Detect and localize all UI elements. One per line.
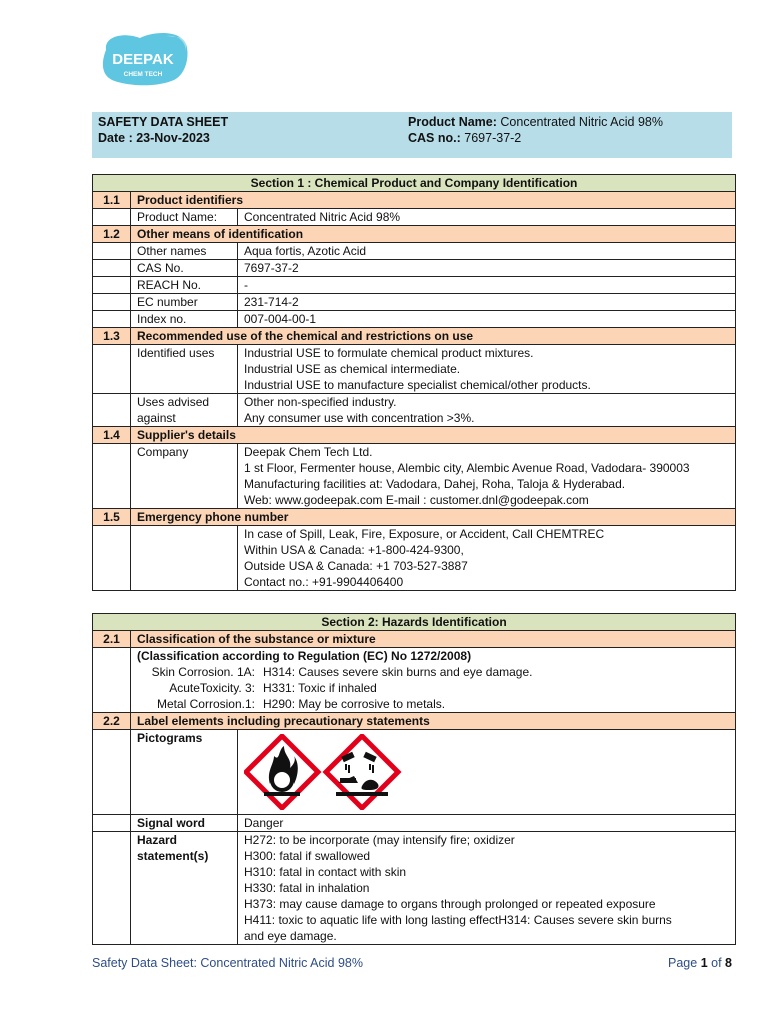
classification-row: Skin Corrosion. 1A: H314: Causes severe skin burns and eye damage.: [151, 665, 533, 679]
subsection-title: Supplier's details: [131, 427, 736, 444]
text-line: H330: fatal in inhalation: [244, 881, 370, 895]
product-name-label: Product Name:: [408, 115, 497, 129]
text-line: Uses advised: [137, 395, 210, 409]
field-label: Signal word: [131, 815, 238, 832]
text-line: Manufacturing facilities at: Vadodara, Dahej, Roha, Taloja & Hyderabad.: [244, 477, 626, 491]
text-line: 1 st Floor, Fermenter house, Alembic city, Alembic Avenue Road, Vadodara- 390003: [244, 461, 690, 475]
subsection-number: 1.4: [93, 427, 131, 444]
field-value: [238, 394, 736, 427]
subsection-title: Label elements including precautionary statements: [131, 713, 736, 730]
text-line: Within USA & Canada: +1-800-424-9300,: [244, 543, 464, 557]
subsection-title: Product identifiers: [131, 192, 736, 209]
corrosion-icon: [326, 736, 398, 808]
text-line: against: [137, 411, 176, 425]
field-value: Aqua fortis, Azotic Acid: [238, 243, 736, 260]
pictograms-cell: [238, 730, 736, 815]
text-line: Other non-specified industry.: [244, 395, 397, 409]
text-line: In case of Spill, Leak, Fire, Exposure, or Accident, Call CHEMTREC: [244, 527, 605, 541]
page-indicator: Page 1 of 8: [668, 956, 732, 970]
field-value: Concentrated Nitric Acid 98%: [238, 209, 736, 226]
logo-mark: [96, 30, 190, 86]
logo-name: DEEPAK: [112, 51, 174, 68]
company-logo: [96, 30, 190, 86]
section-1-title: Section 1 : Chemical Product and Company Identification: [93, 175, 736, 192]
doc-title: SAFETY DATA SHEET: [98, 115, 229, 129]
text-line: H373: may cause damage to organs through prolonged or repeated exposure: [244, 897, 656, 911]
field-value: 231-714-2: [238, 294, 736, 311]
subsection-number: 1.1: [93, 192, 131, 209]
field-label: CAS No.: [131, 260, 238, 277]
field-label: Identified uses: [131, 345, 238, 394]
field-value: 7697-37-2: [238, 260, 736, 277]
field-label: Other names: [131, 243, 238, 260]
text-line: Contact no.: +91-9904406400: [244, 575, 404, 589]
text-line: H310: fatal in contact with skin: [244, 865, 407, 879]
product-name-value: Concentrated Nitric Acid 98%: [500, 115, 663, 129]
hazard-statements: [238, 832, 736, 945]
subsection-number: 1.5: [93, 509, 131, 526]
field-label: Index no.: [131, 311, 238, 328]
subsection-title: Other means of identification: [131, 226, 736, 243]
ghs-pictograms: [244, 734, 404, 810]
subsection-number: 2.2: [93, 713, 131, 730]
text-line: Industrial USE as chemical intermediate.: [244, 362, 461, 376]
page-number: 1: [700, 956, 708, 970]
logo-subtitle: CHEM TECH: [123, 71, 163, 78]
subsection-number: 1.3: [93, 328, 131, 345]
field-label: Product Name:: [131, 209, 238, 226]
doc-date: Date : 23-Nov-2023: [98, 131, 210, 145]
subsection-title: Recommended use of the chemical and restrictions on use: [131, 328, 736, 345]
field-value: [238, 444, 736, 509]
text-line: H411: toxic to aquatic life with long lasting effectH314: Causes severe skin burns: [244, 913, 672, 927]
text-line: Industrial USE to formulate chemical product mixtures.: [244, 346, 534, 360]
field-label: Pictograms: [131, 730, 238, 815]
text-line: Outside USA & Canada: +1 703-527-3887: [244, 559, 468, 573]
field-value: 007-004-00-1: [238, 311, 736, 328]
subsection-title: Emergency phone number: [131, 509, 736, 526]
text-line: H272: to be incorporate (may intensify fire; oxidizer: [244, 833, 515, 847]
text-line: Web: www.godeepak.com E-mail : customer.dnl@godeepak.com: [244, 493, 589, 507]
field-label: Company: [131, 444, 238, 509]
section-2-table: [92, 613, 736, 945]
subsection-number: 2.1: [93, 631, 131, 648]
field-label: EC number: [131, 294, 238, 311]
classification-row: AcuteToxicity. 3: H331: Toxic if inhaled: [169, 681, 377, 695]
field-label: Hazard statement(s): [131, 832, 238, 945]
text-line: Industrial USE to manufacture specialist chemical/other products.: [244, 378, 591, 392]
section-2-title: Section 2: Hazards Identification: [93, 614, 736, 631]
sds-header: [92, 112, 732, 158]
field-value: [238, 526, 736, 591]
cas-label: CAS no.:: [408, 131, 461, 145]
text-line: Deepak Chem Tech Ltd.: [244, 445, 373, 459]
field-label: REACH No.: [131, 277, 238, 294]
subsection-title: Classification of the substance or mixture: [131, 631, 736, 648]
regulation-note: (Classification according to Regulation (EC) No 1272/2008): [137, 649, 472, 663]
cas-value: 7697-37-2: [464, 131, 522, 145]
text-line: H300: fatal if swallowed: [244, 849, 371, 863]
field-value: [238, 345, 736, 394]
text-line: and eye damage.: [244, 929, 337, 943]
oxidizer-icon: [246, 736, 318, 808]
field-value: -: [238, 277, 736, 294]
field-label: [131, 394, 238, 427]
footer-title: Safety Data Sheet: Concentrated Nitric Acid 98%: [92, 956, 363, 970]
section-1-table: [92, 174, 736, 591]
page-total: 8: [725, 956, 732, 970]
classification-block: [131, 648, 736, 713]
classification-row: Metal Corrosion.1: H290: May be corrosive to metals.: [156, 697, 446, 711]
subsection-number: 1.2: [93, 226, 131, 243]
text-line: Any consumer use with concentration >3%.: [244, 411, 475, 425]
signal-word: Danger: [238, 815, 736, 832]
